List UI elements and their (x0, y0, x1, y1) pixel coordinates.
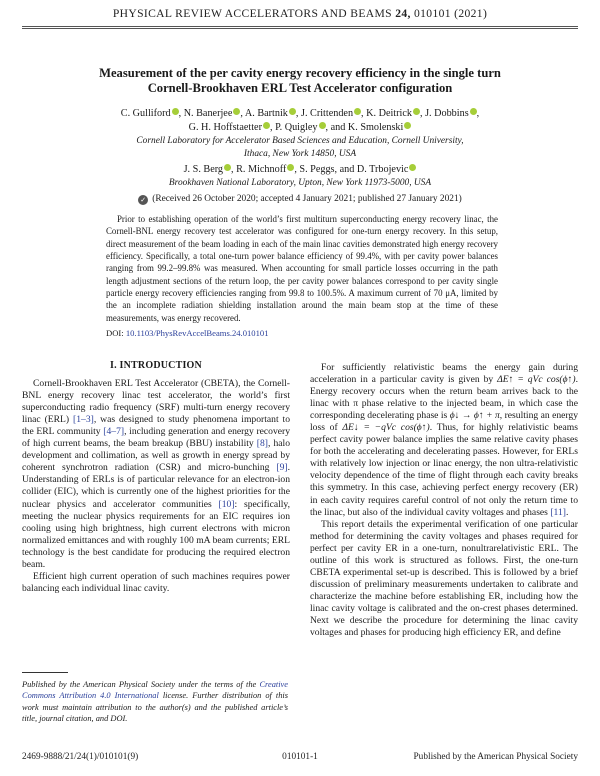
intro-paragraph-2: Efficient high current operation of such machines requires power balancing each individual linac cavity. (22, 570, 290, 594)
orcid-icon[interactable] (224, 164, 231, 171)
text-run: license. Further distribution of this work must maintain attribution to the author(s) and the published article’s title, journal citation, and DOI. (22, 691, 289, 723)
doi-link[interactable]: 10.1103/PhysRevAccelBeams.24.010101 (125, 328, 269, 338)
orcid-icon[interactable] (289, 108, 296, 115)
orcid-icon[interactable] (409, 164, 416, 171)
text-run: . (565, 506, 569, 518)
orcid-icon[interactable] (470, 108, 477, 115)
footer-issn: 2469-9888/21/24(1)/010101(9) (22, 752, 139, 762)
citation-link[interactable]: [11] (550, 506, 566, 518)
author-name[interactable]: J. S. Berg (183, 164, 224, 175)
title-line-1: Measurement of the per cavity energy recovery efficiency in the single turn (99, 66, 501, 80)
author-name[interactable]: R. Michnoff (236, 164, 287, 175)
doi-line (106, 328, 269, 338)
orcid-icon[interactable] (263, 122, 270, 129)
paper-title (60, 66, 540, 96)
author-name[interactable]: D. Trbojevic (356, 164, 409, 175)
citation-link[interactable]: [4–7] (103, 426, 125, 438)
orcid-icon[interactable] (413, 108, 420, 115)
intro-paragraph-3 (310, 362, 578, 519)
author-line-1: C. Gulliford , N. Banerjee , A. Bartnik , J. Crittenden , K. Deitrick , J. Dobbins , (120, 108, 480, 119)
author-line-2: G. H. Hoffstaetter , P. Quigley , and K. Smolenski (40, 121, 560, 135)
footer-page: 010101-1 (282, 752, 318, 762)
orcid-icon[interactable] (319, 122, 326, 129)
text-run: . Thus, for highly relativistic beams perfect cavity power balance implies the same relative cavity phases for both the accelerating and decelerating passes. However, for ERLs with relatively low injection or linac energy, the non ultra-relativistic velocity dependence of the time of flight through each cavity breaks this symmetry. In this case, achieving perfect energy recovery (ER) in each cavity requires careful control of not only the return time to the linac, but also of the individual cavity voltages and phases (310, 422, 578, 518)
author-name[interactable]: K. Smolenski (347, 122, 404, 133)
author-name[interactable]: S. Peggs (299, 164, 335, 175)
section-heading: I. INTRODUCTION (110, 360, 202, 371)
author-name[interactable]: C. Gulliford (120, 108, 171, 119)
text-run: , halo development and collimation, as well as growth in energy spread by coherent synchrotron radiation (CSR) and micro-bunching (22, 438, 290, 474)
author-name[interactable]: G. H. Hoffstaetter (188, 122, 262, 133)
affiliation-cornell (40, 135, 560, 161)
orcid-icon[interactable] (354, 108, 361, 115)
intro-paragraph-1 (22, 378, 290, 571)
author-name[interactable]: J. Dobbins (425, 108, 469, 119)
author-name[interactable]: J. Crittenden (300, 108, 354, 119)
orcid-icon[interactable] (172, 108, 179, 115)
running-header (0, 7, 600, 20)
author-name[interactable]: N. Banerjee (183, 108, 233, 119)
footer-publisher: Published by the American Physical Society (413, 752, 578, 762)
text-run: For sufficiently relativistic beams the energy gain during acceleration in a particular cavity is given by (310, 362, 578, 386)
equation-inline: ϕ↓ → ϕ↑ + π (449, 410, 500, 422)
text-run: : specifically, meeting the nuclear physics requirements for an EIC requires ion cooling using high brightness, high current electrons with micron normalized emittances and with roughly 100 mA beam currents; ERL technology is the best candidate for producing the required electron beam. (22, 498, 290, 570)
author-name[interactable]: P. Quigley (275, 122, 318, 133)
citation-link[interactable]: [9] (276, 462, 288, 474)
orcid-icon[interactable] (404, 122, 411, 129)
header-rule-double (22, 28, 578, 29)
license-footnote (22, 679, 288, 724)
crossmark-icon[interactable]: ✓ (138, 195, 148, 205)
text-run: , including generation and energy recovery of high current beams, the beam breakup (BBU) instability (22, 426, 290, 450)
left-column (22, 360, 290, 595)
title-line-2: Cornell-Brookhaven ERL Test Accelerator configuration (147, 81, 453, 95)
author-list-cornell (40, 107, 560, 135)
author-list-bnl: J. S. Berg , R. Michnoff , S. Peggs, and D. Trbojevic (40, 163, 560, 177)
equation-inline: ΔE↑ = qVc cos(ϕ↑) (497, 374, 576, 386)
intro-paragraph-4: This report details the experimental verification of one particular method for determining the cavity voltages and phases required for perfect per cavity ER in a one-turn, nonultrarelativistic ERL. The outline of this work is structured as follows. First, the one-turn CBETA experimental set-up is described. This is followed by a brief discussion of preliminary measurements undertaken to calibrate and characterize the machine before establishing ER, including how the linac cavity voltage is calibrated and the on-crest phases determined. Next we describe the procedure for determining the linac cavity voltages and phases for producing high efficiency ER, and define (310, 518, 578, 639)
journal-name: PHYSICAL REVIEW ACCELERATORS AND BEAMS (112, 7, 392, 20)
doi-label: DOI: (106, 328, 124, 338)
equation-inline: ΔE↓ = −qVc cos(ϕ↑) (342, 422, 430, 434)
citation-link[interactable]: [10] (218, 498, 235, 510)
text-run: Published by the American Physical Society under the terms of the (22, 680, 260, 689)
affiliation-bnl: Brookhaven National Laboratory, Upton, New York 11973-5000, USA (168, 178, 432, 188)
orcid-icon[interactable] (233, 108, 240, 115)
journal-year: (2021) (454, 7, 488, 20)
author-and: and (330, 122, 346, 133)
citation-link[interactable]: [1–3] (73, 414, 94, 426)
text-run: , was designed to study phenomena important to the ERL community (22, 414, 291, 438)
received-text: (Received 26 October 2020; accepted 4 January 2021; published 27 January 2021) (152, 194, 462, 204)
text-run: , resulting an energy loss of (310, 410, 579, 434)
abstract-text: Prior to establishing operation of the world’s first multiturn superconducting energy recovery linac, the Cornell-BNL energy recovery test accelerator was configured for one-turn energy recovery. In this setup, direct measurement of the beam loading in each of the main linac cavities demonstrated high energy recovery efficiency. Specifically, a total one-turn power balance efficiency of 99.4%, with per cavity power balances ranging from 99.2–99.8% was measured. When accounting for small particle losses occurring in the path length adjustment sections of the return loop, the per cavity power balances correspond to per cavity single particle energy recovery efficiencies ranging from 99.8 to 100.5%. A maximum current of 70 μA, limited by the an incomplete radiation shielding installation around the main beam stop at the time of these measurements, was energy recovered. (106, 214, 498, 323)
right-column (310, 362, 578, 639)
header-rule (22, 26, 578, 27)
text-run: . Understanding of ERLs is of particular relevance for an electron-ion collider (EIC), which is currently one of the highest priorities for the nuclear physics and accelerator communities (22, 462, 290, 510)
orcid-icon[interactable] (287, 164, 294, 171)
journal-volume: 24, (395, 7, 411, 20)
text-run: . Energy recovery occurs when the return beam arrives back to the linac with π phase relative to the injected beam, in which case the corresponding decelerating phase is (310, 374, 578, 422)
abstract (106, 213, 498, 324)
text-run: Cornell-Brookhaven ERL Test Accelerator (CBETA), the Cornell-BNL energy recovery linac test accelerator, the world’s first superconducting radio frequency (SRF) multi-turn energy recovery linac (ERL) (22, 378, 290, 426)
received-dates (100, 193, 500, 206)
article-number: 010101 (414, 7, 451, 20)
affiliation-line: Ithaca, New York 14850, USA (243, 149, 357, 159)
author-and: and (339, 164, 355, 175)
author-name[interactable]: K. Deitrick (366, 108, 412, 119)
affiliation-line: Cornell Laboratory for Accelerator Based Sciences and Education, Cornell University, (136, 136, 464, 146)
footnote-rule (22, 672, 68, 673)
license-link[interactable]: Creative Commons Attribution 4.0 International (22, 680, 288, 701)
citation-link[interactable]: [8] (256, 438, 268, 450)
author-name[interactable]: A. Bartnik (244, 108, 288, 119)
